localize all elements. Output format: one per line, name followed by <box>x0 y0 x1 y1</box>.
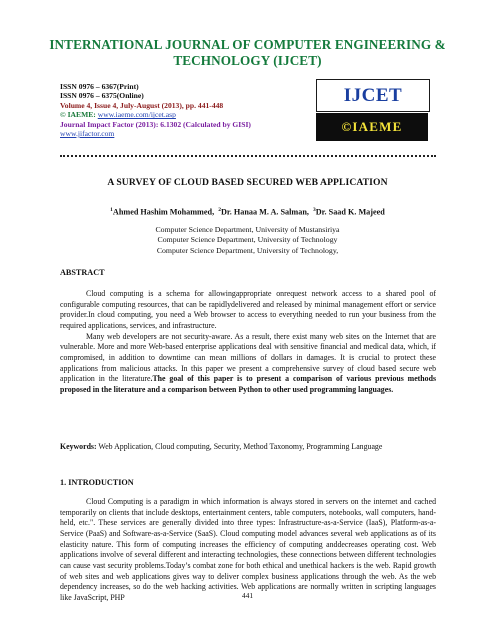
issn-online: ISSN 0976 – 6375(Online) <box>60 91 144 101</box>
keywords-label: Keywords: <box>60 442 97 451</box>
author-list <box>30 207 465 217</box>
affiliation-1: Computer Science Department, University of Mustansiriya <box>155 225 340 234</box>
page-number: 441 <box>241 591 254 600</box>
author-3-number: 3 <box>313 207 316 213</box>
intro-heading: 1. INTRODUCTION <box>60 478 134 487</box>
journal-title-line1: INTERNATIONAL JOURNAL OF COMPUTER ENGINEERING & <box>49 37 446 52</box>
journal-title-line2: TECHNOLOGY (IJCET) <box>173 53 322 68</box>
intro-paragraph-1: Cloud Computing is a paradigm in which information is always stored in servers on the internet and cached temporarily on clients that include desktops, entertainment centers, table computers, notebooks, wall computers, hand-held, etc.". These services are generally divided into three types: Infrastructure-as-a-Service (IaaS), Platform-as-a-Service (PaaS) and Software-as-a-Service (SaaS). Cloud computing model advances several web applications as of its elasticity nature. This form of computing increases the efficiency of computing anddecreases operating cost. Web applications involve of several different and interacting technologies, these connections between different technologies can cause vast security problems.Today’s combat zone for both ethical and unethical hackers is the web. Rapid growth of web sites and web applications gives way to deliver complex business applications through the web. As the web dependency increases, so do the web hacking activities. Web applications are normally written in scripting languages like JavaScript, PHP <box>60 497 436 602</box>
volume-info: Volume 4, Issue 4, July-August (2013), pp. 441-448 <box>60 100 224 110</box>
author-2-number: 2 <box>218 207 221 213</box>
affiliations <box>30 225 465 256</box>
affiliation-3: Computer Science Department, University of Technology, <box>156 245 339 255</box>
author-1-number: 1 <box>110 207 113 213</box>
abstract-heading: ABSTRACT <box>60 268 105 277</box>
affiliation-2: Computer Science Department, University of Technology <box>157 235 338 245</box>
journal-title <box>20 37 475 69</box>
abstract-body <box>60 289 436 396</box>
ijcet-logo-text: IJCET <box>343 84 403 106</box>
iaeme-link[interactable]: www.iaeme.com/ijcet.asp <box>97 110 176 120</box>
dotted-divider <box>60 155 436 157</box>
abstract-paragraph-1: Cloud computing is a schema for allowingappropriate onrequest network access to a shared pool of configurable computing resources, that can be rapidlydelivered and released by minimal management effort or service provider.In cloud computing, you need a Web browser to access to everything needed to run your business from the required applications, services, and infrastructure. <box>60 289 436 330</box>
iaeme-line <box>60 110 320 119</box>
iaeme-label: © IAEME: <box>60 110 98 120</box>
ijcet-logo <box>316 79 430 112</box>
abstract-paragraph-2a: Many web developers are not security-aware. As a result, there exist many web sites on the Internet that are vulnerable. More and more Web-based enterprise applications deal with sensitive financial and medical data, which, if compromised, in addition to downtime can mean millions of dollars in damages. It is crucial to protect these applications from malicious attacks. In this paper we present a comprehensive survey of cloud based secure web application in the literature <box>60 331 436 384</box>
jifactor-link[interactable]: www.jifactor.com <box>60 129 115 139</box>
author-1-name: Ahmed Hashim Mohammed, <box>112 207 215 217</box>
iaeme-logo-text: ©IAEME <box>341 119 403 134</box>
impact-factor: Journal Impact Factor (2013): 6.1302 (Calculated by GISI) <box>60 119 251 129</box>
author-2-name: Dr. Hanaa M. A. Salman, <box>220 207 309 217</box>
abstract-paragraph-2b: .The goal of this paper is to present a comparison of various previous methods proposed in the literature and a comparison between Python to other used programming languages. <box>60 374 436 394</box>
keywords <box>60 442 436 453</box>
abstract-paragraph-2 <box>60 332 436 396</box>
author-3-name: Dr. Saad K. Majeed <box>315 207 385 217</box>
journal-metadata <box>60 82 320 138</box>
iaeme-logo <box>316 113 428 141</box>
paper-title: A SURVEY OF CLOUD BASED SECURED WEB APPLICATION <box>107 177 388 188</box>
issn-print: ISSN 0976 – 6367(Print) <box>60 82 139 91</box>
keywords-text: Web Application, Cloud computing, Security, Method Taxonomy, Programming Language <box>96 442 383 451</box>
intro-body <box>60 497 436 604</box>
